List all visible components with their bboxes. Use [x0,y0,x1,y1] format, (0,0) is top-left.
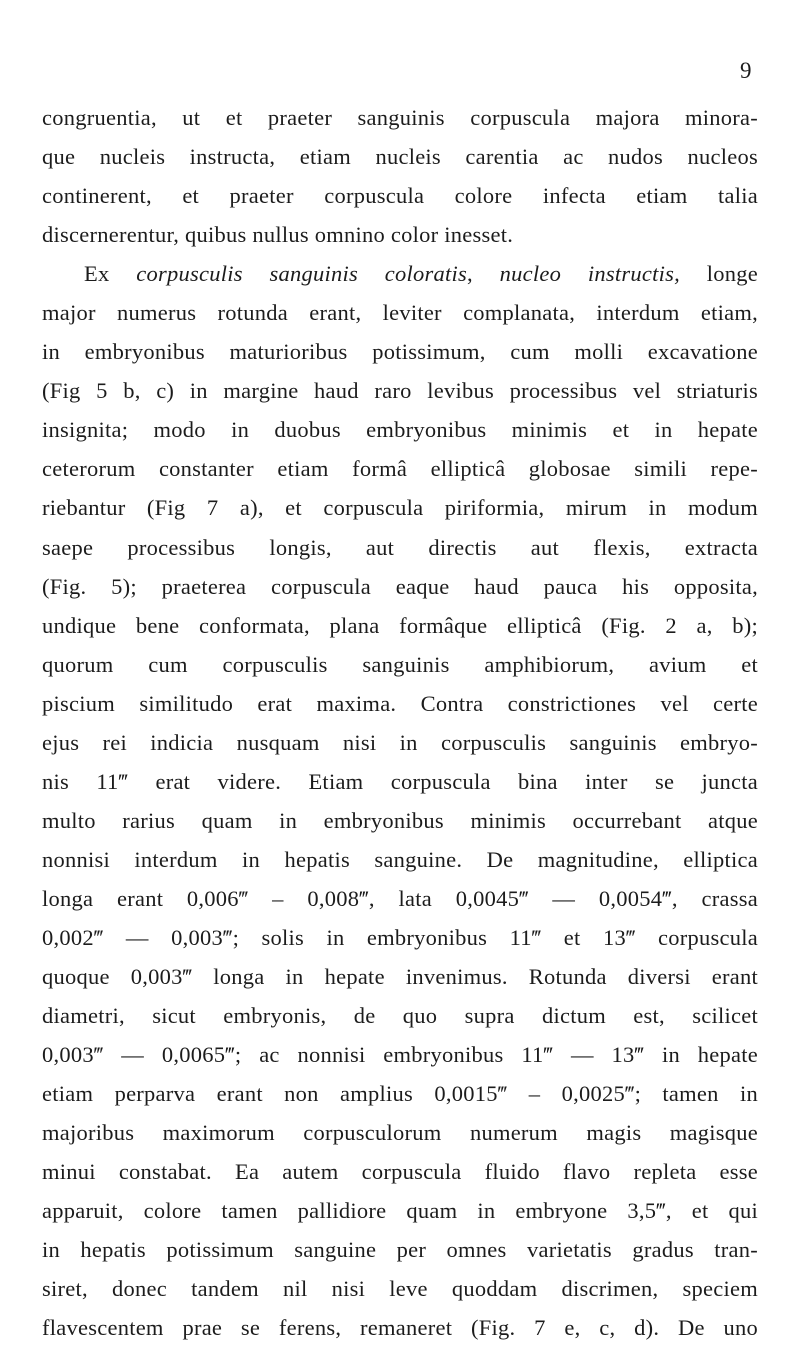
text-line: 0,003‴ — 0,0065‴; ac nonnisi embryonibus 11‴ — 13‴ in hepate [42,1042,758,1068]
text-line: undique bene conformata, plana formâque ellipticâ (Fig. 2 a, b); [42,612,758,638]
text-line: minui constabat. Ea autem corpuscula fluido flavo repleta esse [42,1159,758,1185]
text-run: longe [706,261,758,287]
text-line: major numerus rotunda erant, leviter complanata, interdum etiam, [42,300,758,326]
text-line: piscium similitudo erat maxima. Contra constrictiones vel certe [42,690,758,716]
text-line: siret, donec tandem nil nisi leve quoddam discrimen, speciem [42,1276,758,1302]
text-line: 0,002‴ — 0,003‴; solis in embryonibus 11‴ et 13‴ corpuscula [42,924,758,950]
text-line: (Fig 5 b, c) in margine haud raro levibus processibus vel striaturis [42,378,758,404]
text-line: in embryonibus maturioribus potissimum, cum molli excavatione [42,339,758,365]
text-line: multo rarius quam in embryonibus minimis occurrebant atque [42,807,758,833]
text-line: diametri, sicut embryonis, de quo supra dictum est, scilicet [42,1003,758,1029]
text-run: , [467,261,473,287]
text-line: insignita; modo in duobus embryonibus minimis et in hepate [42,417,758,443]
text-line: in hepatis potissimum sanguine per omnes varietatis gradus tran- [42,1237,758,1263]
text-line: longa erant 0,006‴ – 0,008‴, lata 0,0045‴ — 0,0054‴, crassa [42,885,758,911]
body-text [42,98,758,1348]
text-line: apparuit, colore tamen pallidiore quam in embryone 3,5‴, et qui [42,1198,758,1224]
text-line: (Fig. 5); praeterea corpuscula eaque haud pauca his opposita, [42,573,758,599]
italic-run: corpusculis sanguinis coloratis [136,261,468,287]
text-line: flavescentem prae se ferens, remaneret (Fig. 7 e, c, d). De uno [42,1315,758,1341]
text-line: continerent, et praeter corpuscula colore infecta etiam talia [42,183,758,209]
text-line: riebantur (Fig 7 a), et corpuscula piriformia, mirum in modum [42,495,758,521]
text-line: quorum cum corpusculis sanguinis amphibiorum, avium et [42,651,758,677]
text-line: nis 11‴ erat videre. Etiam corpuscula bina inter se juncta [42,768,758,794]
text-line: majoribus maximorum corpusculorum numerum magis magisque [42,1120,758,1146]
text-line: etiam perparva erant non amplius 0,0015‴ – 0,0025‴; tamen in [42,1081,758,1107]
text-line: saepe processibus longis, aut directis aut flexis, extracta [42,534,758,560]
text-line: ejus rei indicia nusquam nisi in corpusculis sanguinis embryo- [42,729,758,755]
text-line: quoque 0,003‴ longa in hepate invenimus. Rotunda diversi erant [42,964,758,990]
text-line: discernerentur, quibus nullus omnino color inesset. [42,222,514,248]
text-line: nonnisi interdum in hepatis sanguine. De magnitudine, elliptica [42,846,758,872]
text-run: Ex [84,261,110,287]
text-line-paragraph-start [42,254,758,293]
text-line: congruentia, ut et praeter sanguinis corpuscula majora minora- [42,105,758,130]
text-line: ceterorum constanter etiam formâ ellipticâ globosae simili repe- [42,456,758,482]
text-line: que nucleis instructa, etiam nucleis carentia ac nudos nucleos [42,144,758,170]
page-number: 9 [740,58,752,83]
italic-run: nucleo instructis, [499,261,680,287]
